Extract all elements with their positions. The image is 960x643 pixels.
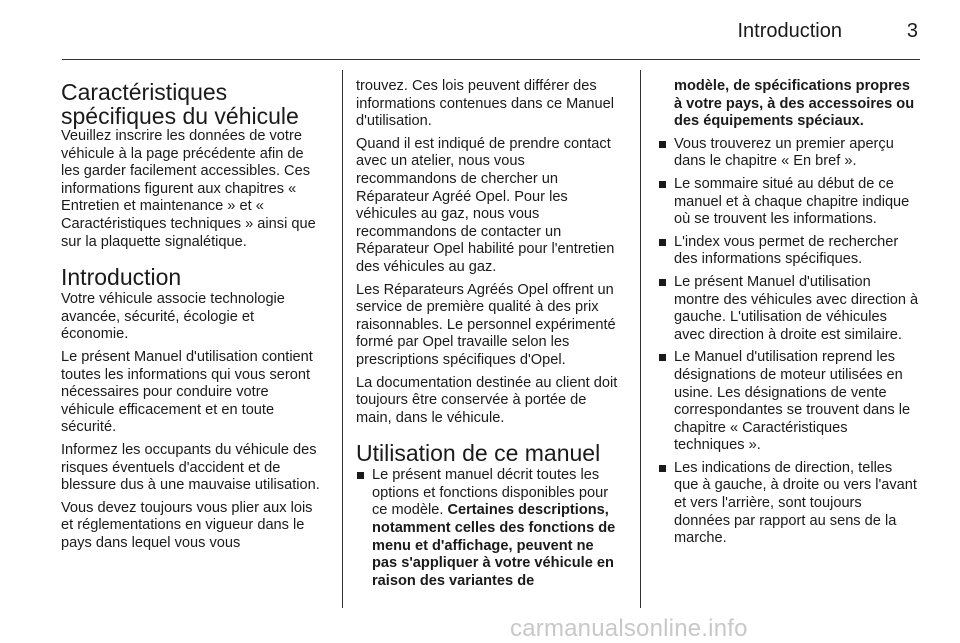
- paragraph-intro-1: Votre véhicule associe technologie avancée, sécurité, écologie et économie.: [61, 291, 285, 343]
- bullet-icon: [659, 141, 666, 148]
- column-2: [356, 70, 618, 595]
- list-item: [658, 274, 920, 344]
- list-item-text: Le présent manuel décrit toutes les options et fonctions disponibles pour ce modèle.: [372, 467, 609, 519]
- usage-list-continued: [658, 136, 920, 548]
- heading-introduction: Introduction: [61, 264, 182, 291]
- list-item-text: L'index vous permet de rechercher des informations spécifiques.: [674, 233, 899, 268]
- list-item: [356, 467, 618, 590]
- column-3: [658, 70, 920, 553]
- column-divider-2: [640, 70, 641, 608]
- list-item-continuation: [658, 78, 920, 131]
- header-divider: [62, 59, 920, 60]
- bullet-icon: [659, 354, 666, 361]
- paragraph-col2-4: La documentation destinée au client doit toujours être conservée à portée de main, dans le véhicule.: [356, 374, 618, 426]
- bullet-icon: [659, 181, 666, 188]
- bullet-icon: [659, 279, 666, 286]
- paragraph-intro-4: Vous devez toujours vous plier aux lois et réglementations en vigueur dans le pays dans lequel vous vous: [61, 499, 313, 551]
- paragraph-intro-2: Le présent Manuel d'utilisation contient toutes les informations qui vous seront nécessaires pour conduire votre véhicule efficacement et en toute sécurité.: [61, 348, 313, 436]
- list-item-text: Le Manuel d'utilisation reprend les désignations de moteur utilisées en usine. Les désignations de vente correspondantes se trouvent dans le chapitre « Caractéristiques techniques ».: [674, 349, 911, 454]
- paragraph-col2-1: trouvez. Ces lois peuvent différer des informations contenues dans ce Manuel d'utilisation.: [356, 78, 614, 130]
- list-item: [658, 136, 920, 171]
- usage-list: [356, 467, 618, 590]
- bullet-icon: [659, 239, 666, 246]
- list-item-text: Vous trouverez un premier aperçu dans le chapitre « En bref ».: [674, 135, 894, 170]
- watermark: carmanualsonline.info: [510, 615, 748, 642]
- column-1: [61, 70, 323, 557]
- paragraph-col2-3: Les Réparateurs Agréés Opel offrent un service de première qualité à des prix raisonnables. Le personnel expérimenté formé par Opel travaille selon les prescriptions spécifiques d'Opel.: [356, 281, 616, 368]
- list-item: [658, 234, 920, 269]
- page-number: 3: [906, 20, 918, 42]
- list-item: [658, 460, 920, 548]
- bullet-icon: [357, 472, 364, 479]
- column-divider-1: [342, 70, 343, 608]
- paragraph-vehicle-specifics: Veuillez inscrire les données de votre véhicule à la page précédente afin de les garder facilement accessibles. Ces informations figurent aux chapitres « Entretien et maintenance » et « Caractéristiques techniques » ainsi que sur la plaquette signalétique.: [61, 128, 316, 250]
- bullet-icon: [659, 465, 666, 472]
- list-item-text: Le sommaire situé au début de ce manuel et à chaque chapitre indique où se trouvent les informations.: [674, 175, 910, 228]
- heading-manual-usage: Utilisation de ce manuel: [356, 440, 601, 467]
- list-item-text: Le présent Manuel d'utilisation montre des véhicules avec direction à gauche. L'utilisation de véhicules avec direction à droite est similaire.: [674, 273, 919, 343]
- paragraph-col2-2: Quand il est indiqué de prendre contact avec un atelier, nous vous recommandons de chercher un Réparateur Agréé Opel. Pour les véhicules au gaz, nous vous recommandons de contacter un Réparateur Opel habilité pour l'entretien des véhicules au gaz.: [356, 135, 615, 275]
- heading-vehicle-specifics: Caractéristiques spécifiques du véhicule: [61, 79, 299, 129]
- list-item-bold-text: Certaines descriptions, notamment celles des fonctions de menu et d'affichage, peuvent ne pas s'appliquer à votre véhicule en raison des variantes de: [372, 502, 616, 589]
- list-item: [658, 176, 920, 229]
- list-item-text: Les indications de direction, telles que à gauche, à droite ou vers l'avant et vers l'arrière, sont toujours données par rapport au sens de la marche.: [674, 459, 917, 547]
- page-header-title: Introduction: [737, 20, 842, 42]
- paragraph-intro-3: Informez les occupants du véhicule des risques éventuels d'accident et de blessure dus à une mauvaise utilisation.: [61, 441, 320, 494]
- list-item-bold-text: modèle, de spécifications propres à votre pays, à des accessoires ou des équipements spéciaux.: [674, 78, 915, 130]
- list-item: [658, 349, 920, 455]
